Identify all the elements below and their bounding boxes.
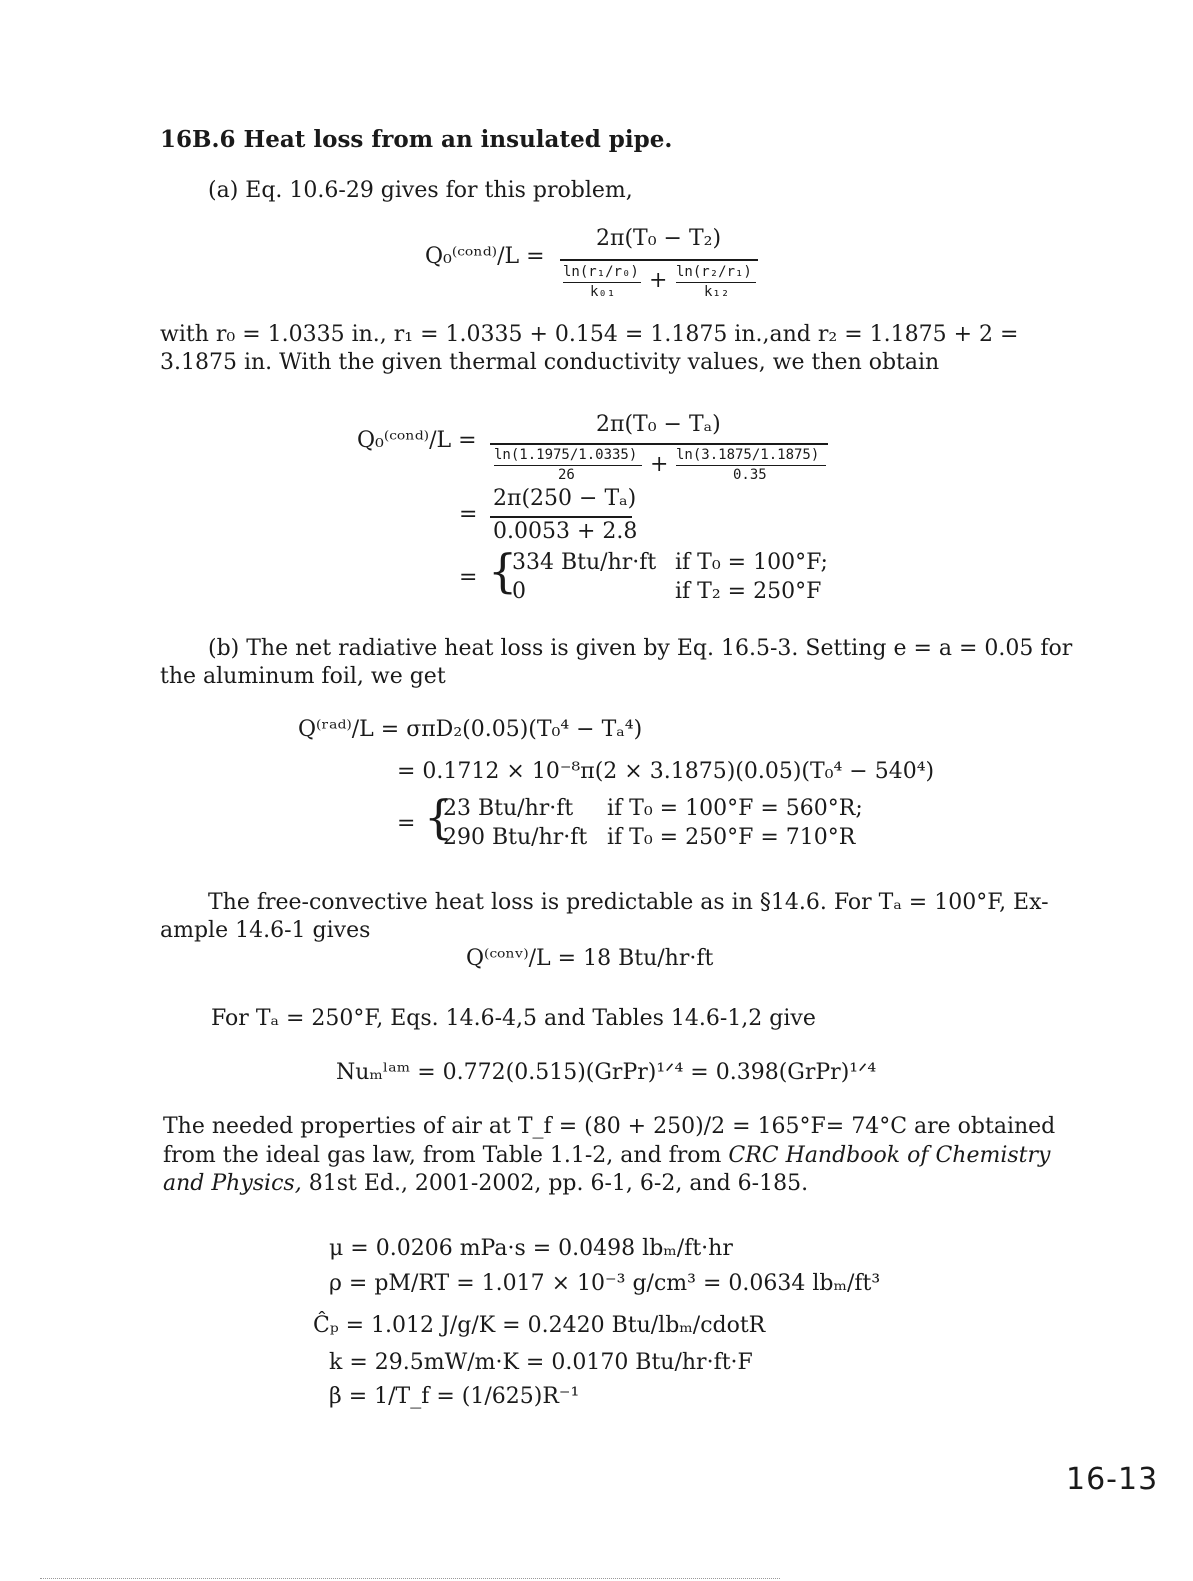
- radii-paragraph-line1: with r₀ = 1.0335 in., r₁ = 1.0335 + 0.154 = 1.1875 in.,and r₂ = 1.1875 + 2 =: [160, 322, 1019, 347]
- eq1-plus: +: [649, 268, 668, 293]
- eq2-den2-bar: [676, 465, 826, 466]
- properties-paragraph-line1: The needed properties of air at T_f = (80 + 250)/2 = 165°F= 74°C are obtained: [163, 1114, 1056, 1139]
- eq2-fraction-bar: [490, 443, 828, 445]
- eq3-line1: Q⁽ʳᵃᵈ⁾/L = σπD₂(0.05)(T₀⁴ − Tₐ⁴): [298, 717, 643, 742]
- scan-artifact-line: [40, 1578, 780, 1579]
- section-title: 16B.6 Heat loss from an insulated pipe.: [160, 126, 673, 153]
- part-a-intro: (a) Eq. 10.6-29 gives for this problem,: [208, 178, 633, 203]
- eq2-case1-condition: if T₀ = 100°F;: [675, 550, 828, 575]
- eq3-case2-condition: if T₀ = 250°F = 710°R: [607, 825, 856, 850]
- page-number: 16-13: [1066, 1462, 1159, 1497]
- eq3-line2: = 0.1712 × 10⁻⁸π(2 × 3.1875)(0.05)(T₀⁴ − 540⁴): [397, 759, 935, 784]
- property-viscosity: μ = 0.0206 mPa·s = 0.0498 lbₘ/ft·hr: [329, 1236, 733, 1261]
- property-thermal-conductivity: k = 29.5mW/m·K = 0.0170 Btu/hr·ft·F: [329, 1350, 753, 1375]
- eq3-case1-condition: if T₀ = 100°F = 560°R;: [607, 796, 863, 821]
- eq3-case1-value: 23 Btu/hr·ft: [443, 796, 574, 821]
- property-expansion-coefficient: β = 1/T_f = (1/625)R⁻¹: [329, 1384, 580, 1409]
- eq1-den2-num: ln(r₂/r₁): [676, 264, 752, 280]
- crc-handbook-title: CRC Handbook of Chemistry: [728, 1143, 1051, 1168]
- property-heat-capacity: Ĉₚ = 1.012 J/g/K = 0.2420 Btu/lbₘ/cdotR: [313, 1313, 766, 1338]
- eq1-lhs: Q₀⁽ᶜᵒⁿᵈ⁾/L =: [425, 244, 545, 269]
- convection-paragraph-line1: The free-convective heat loss is predictable as in §14.6. For Tₐ = 100°F, Ex-: [208, 890, 1049, 915]
- eq2-equals-3: =: [459, 565, 478, 590]
- eq2-lhs: Q₀⁽ᶜᵒⁿᵈ⁾/L =: [357, 428, 477, 453]
- nusselt-equation: Nuₘˡᵃᵐ = 0.772(0.515)(GrPr)¹ᐟ⁴ = 0.398(GrPr)¹ᐟ⁴: [336, 1060, 877, 1085]
- eq2-den2-num: ln(3.1875/1.1875): [676, 447, 820, 463]
- properties-paragraph-line2: [163, 1143, 1050, 1168]
- eq1-den2-den: k₁₂: [704, 284, 730, 300]
- part-b-intro-line2: the aluminum foil, we get: [160, 664, 446, 689]
- properties-paragraph-line3: [163, 1171, 808, 1196]
- convection-equation: Q⁽ᶜᵒⁿᵛ⁾/L = 18 Btu/hr·ft: [466, 946, 714, 971]
- radii-paragraph-line2: 3.1875 in. With the given thermal conductivity values, we then obtain: [160, 350, 940, 375]
- eq2-case2-condition: if T₂ = 250°F: [675, 579, 822, 604]
- convection-paragraph-line2: ample 14.6-1 gives: [160, 918, 371, 943]
- eq2-case1-value: 334 Btu/hr·ft: [512, 550, 657, 575]
- part-b-intro-line1: (b) The net radiative heat loss is given by Eq. 16.5-3. Setting e = a = 0.05 for: [208, 636, 1073, 661]
- eq1-numerator: 2π(T₀ − T₂): [596, 226, 722, 251]
- eq2-line2-bar: [490, 516, 632, 518]
- eq2-left-brace: {: [488, 544, 518, 598]
- eq1-den1-den: k₀₁: [590, 284, 616, 300]
- eq3-equals-3: =: [397, 811, 416, 836]
- eq1-den1-num: ln(r₁/r₀): [563, 264, 639, 280]
- eq3-left-brace: {: [424, 790, 454, 844]
- property-density: ρ = pM/RT = 1.017 × 10⁻³ g/cm³ = 0.0634 lbₘ/ft³: [329, 1271, 881, 1296]
- eq2-equals-2: =: [459, 502, 478, 527]
- eq2-den1-den: 26: [558, 467, 575, 483]
- eq1-fraction-bar: [560, 259, 758, 261]
- eq2-den2-den: 0.35: [733, 467, 767, 483]
- eq2-line2-num: 2π(250 − Tₐ): [493, 486, 637, 511]
- eq1-den1-bar: [563, 282, 641, 283]
- eq2-case2-value: 0: [512, 579, 526, 604]
- eq2-line2-den: 0.0053 + 2.8: [493, 519, 638, 544]
- eq2-plus: +: [650, 452, 669, 477]
- properties-line2-text: from the ideal gas law, from Table 1.1-2, and from: [163, 1143, 729, 1168]
- eq1-den2-bar: [676, 282, 756, 283]
- eq2-den1-num: ln(1.1975/1.0335): [494, 447, 638, 463]
- properties-line3-text: 81st Ed., 2001-2002, pp. 6-1, 6-2, and 6-185.: [301, 1171, 809, 1196]
- eq3-case2-value: 290 Btu/hr·ft: [443, 825, 588, 850]
- for-ta-250-line: For Tₐ = 250°F, Eqs. 14.6-4,5 and Tables 14.6-1,2 give: [211, 1006, 816, 1031]
- crc-handbook-title-cont: and Physics,: [163, 1171, 302, 1196]
- eq2-den1-bar: [494, 465, 642, 466]
- eq2-numerator: 2π(T₀ − Tₐ): [596, 412, 721, 437]
